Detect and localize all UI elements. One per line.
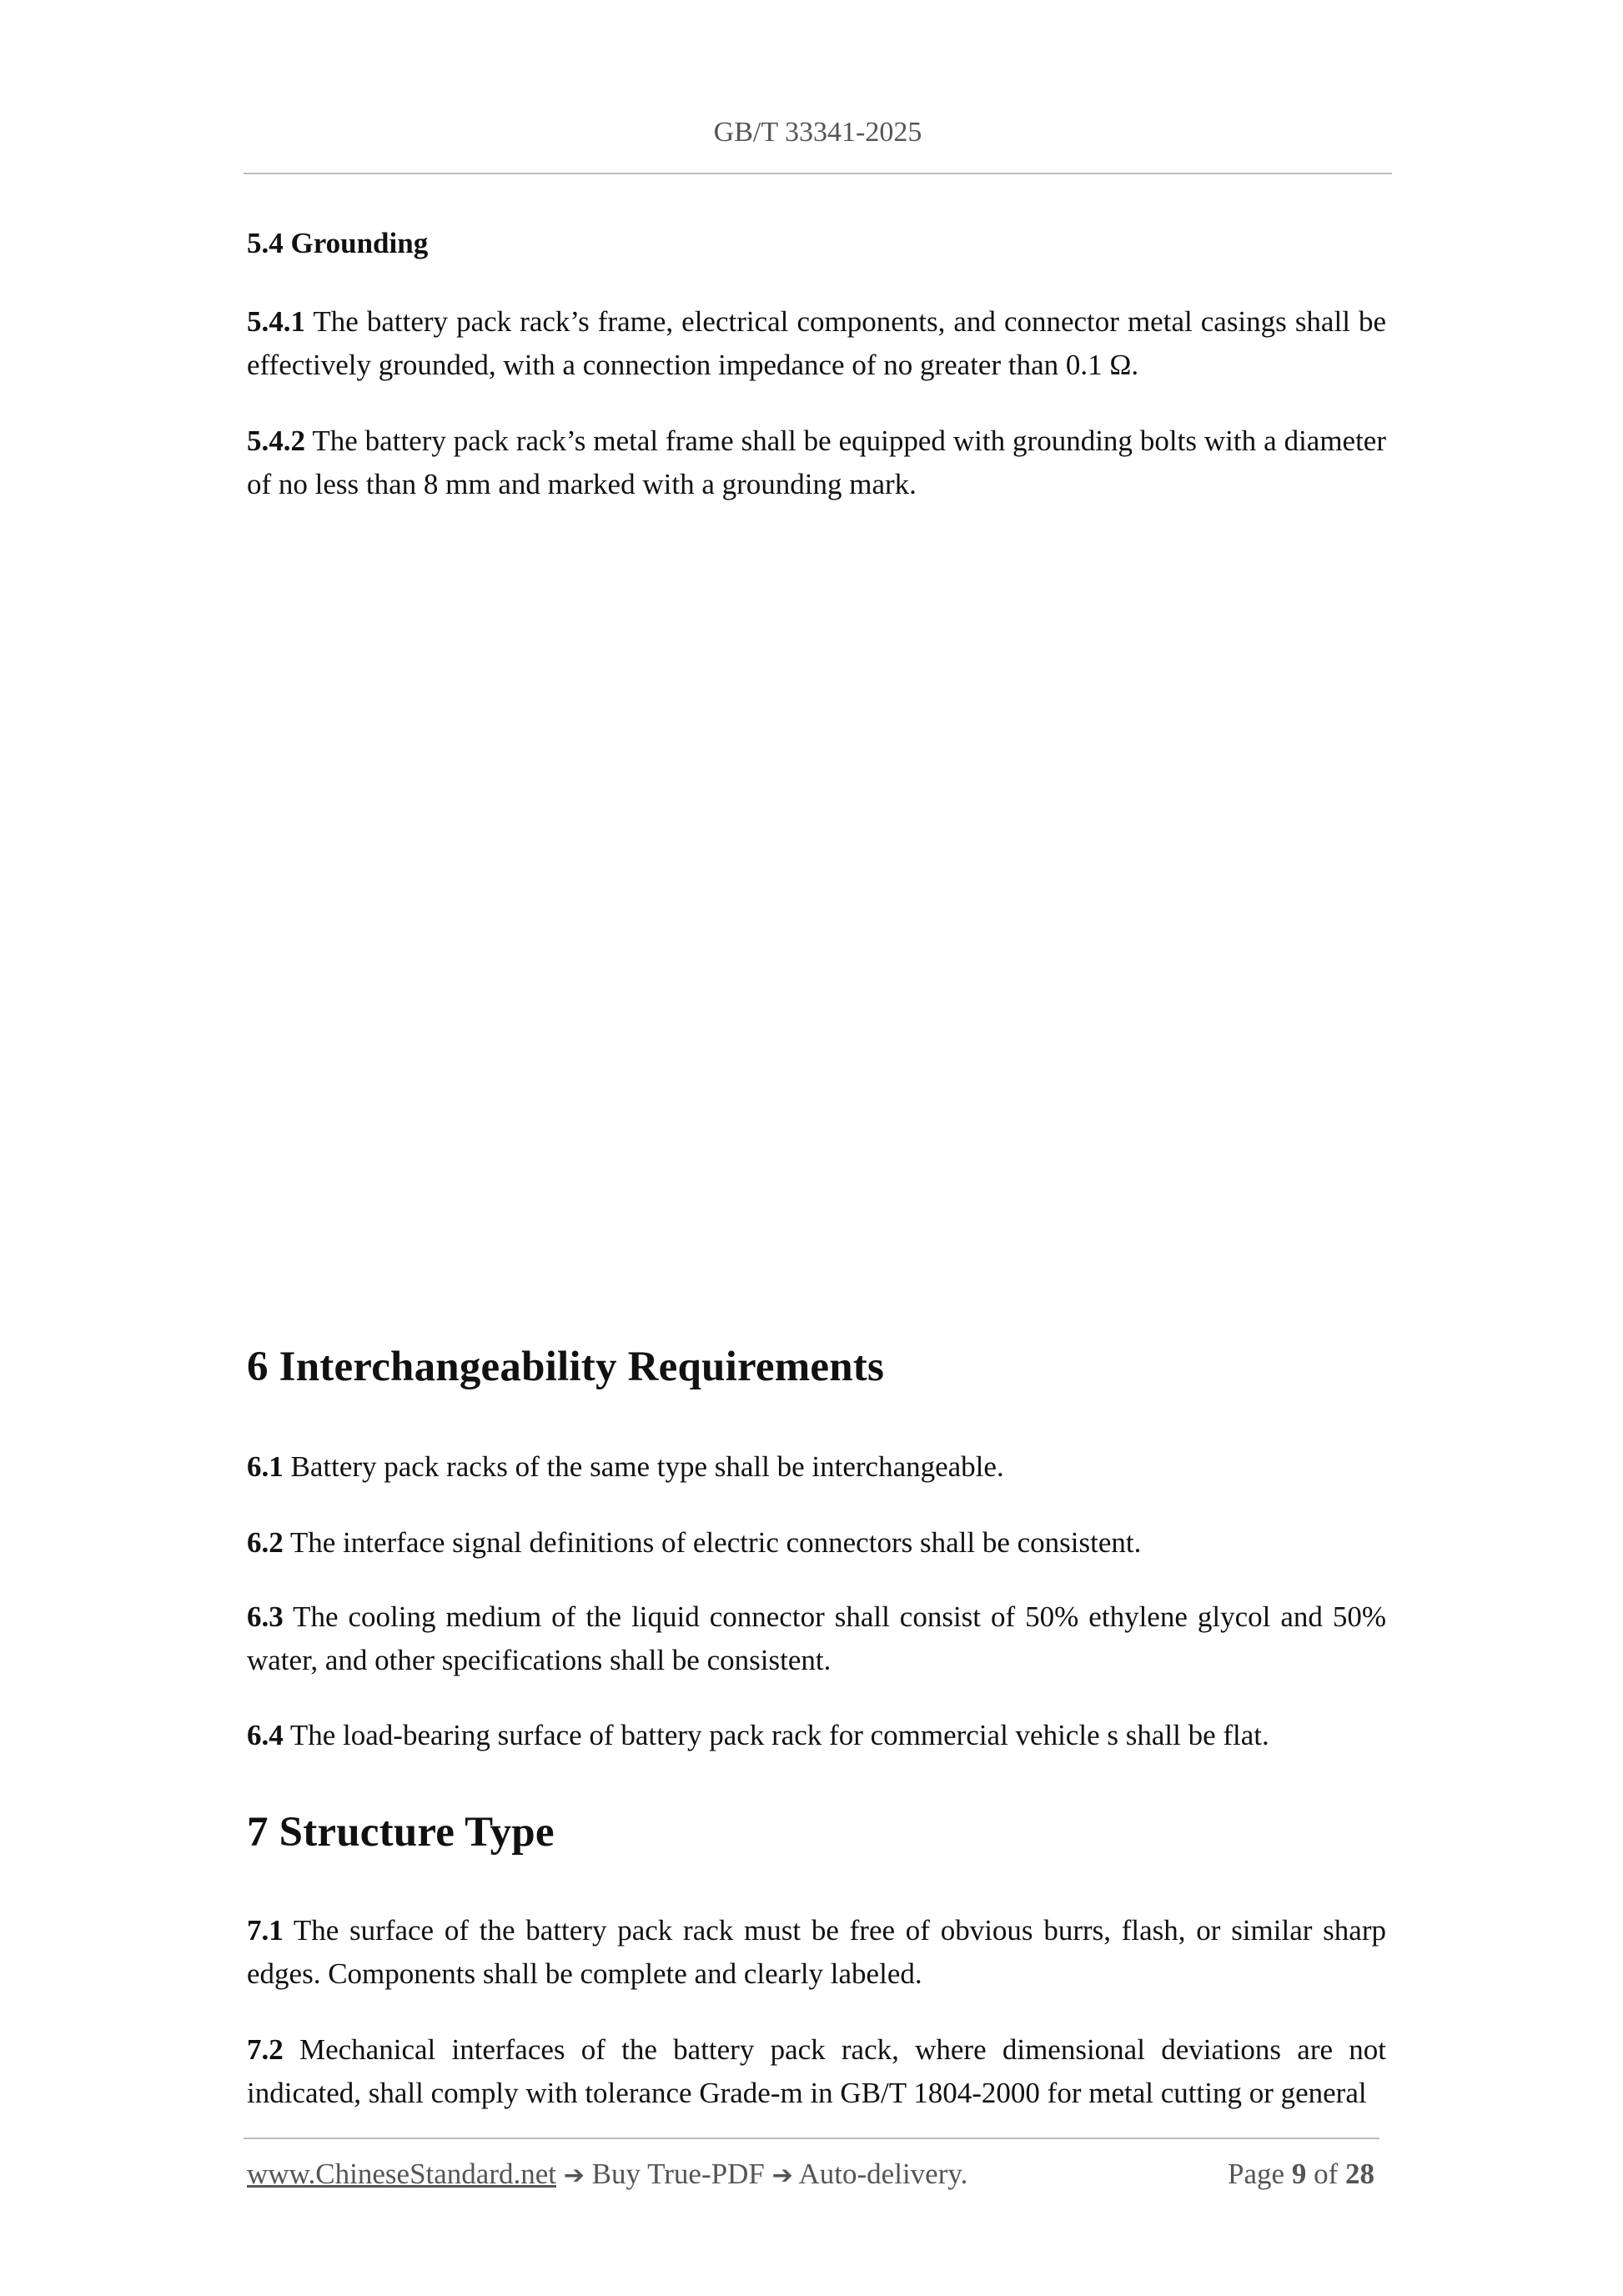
buy-pdf-text: Buy True-PDF [591,2158,765,2190]
heading-5-4: 5.4 Grounding [247,227,429,259]
clause-6-2 [247,1521,1386,1565]
clause-text: The load-bearing surface of battery pack rack for commercial vehicle s shall be flat. [283,1719,1269,1751]
clause-number: 5.4.2 [247,425,305,457]
of-label: of [1314,2158,1339,2190]
header-divider [244,173,1392,174]
clause-6-3 [247,1595,1386,1682]
clause-number: 5.4.1 [247,305,305,338]
clause-number: 7.2 [247,2033,284,2066]
clause-text: The battery pack rack’s metal frame shall be equipped with grounding bolts with a diameter of no less than 8 mm and marked with a grounding mark. [247,425,1386,500]
clause-number: 6.1 [247,1450,284,1483]
clause-7-2 [247,2028,1386,2115]
clause-text: The surface of the battery pack rack must be free of obvious burrs, flash, or similar sharp edges. Components shall be complete and clearly labeled. [247,1914,1386,1990]
clause-text: The cooling medium of the liquid connector shall consist of 50% ethylene glycol and 50% water, and other specifications shall be consistent. [247,1600,1386,1676]
arrow-right-icon: ➔ [771,2161,793,2190]
heading-section-6: 6 Interchangeability Requirements [247,1344,885,1390]
current-page-number: 9 [1291,2158,1307,2190]
clause-7-1 [247,1909,1386,1996]
clause-number: 6.2 [247,1526,284,1559]
total-page-count: 28 [1345,2158,1374,2190]
clause-5-4-1 [247,300,1386,387]
clause-number: 7.1 [247,1914,284,1947]
footer-divider [244,2138,1379,2139]
clause-6-1 [247,1445,1386,1489]
clause-text: The battery pack rack’s frame, electrical components, and connector metal casings shall be effectively grounded, with a connection impedance of no greater than 0.1 Ω. [247,305,1386,381]
heading-section-7: 7 Structure Type [247,1809,555,1856]
page-label: Page [1228,2158,1285,2190]
clause-text: Mechanical interfaces of the battery pack rack, where dimensional deviations are not indicated, shall comply with tolerance Grade-m in GB/T 1804-2000 for metal cutting or general [247,2033,1386,2109]
website-link[interactable]: www.ChineseStandard.net [247,2158,556,2190]
auto-delivery-text: Auto-delivery. [798,2158,968,2190]
clause-text: Battery pack racks of the same type shall be interchangeable. [283,1450,1004,1483]
clause-5-4-2 [247,420,1386,506]
clause-text: The interface signal definitions of electric connectors shall be consistent. [283,1526,1142,1559]
arrow-right-icon: ➔ [563,2161,585,2190]
page-indicator [1228,2158,1374,2191]
clause-number: 6.4 [247,1719,284,1751]
clause-6-4 [247,1714,1386,1757]
page-footer [247,2158,1386,2191]
document-id-header: GB/T 33341-2025 [713,117,922,148]
clause-number: 6.3 [247,1600,284,1633]
